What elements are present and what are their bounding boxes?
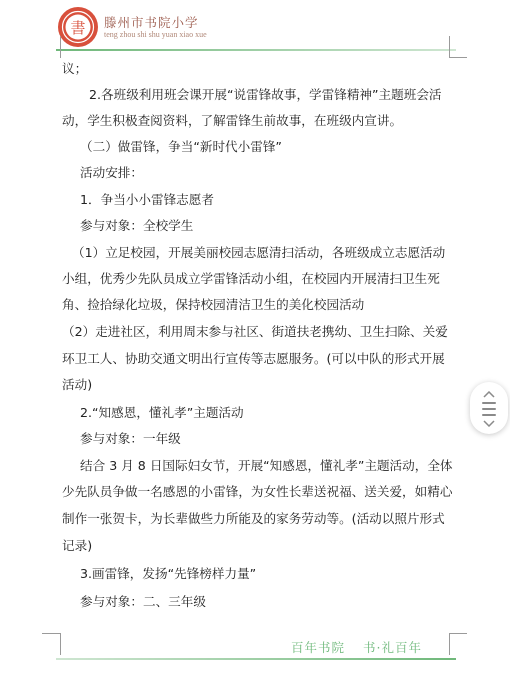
crop-mark-bottom-left-horizontal: [42, 633, 60, 634]
crop-mark-bottom-left-vertical: [60, 633, 61, 655]
paragraph-line: 动，学生积极查阅资料，了解雷锋生前故事，在班级内宣讲。: [62, 113, 403, 128]
activity-title: 1．争当小小雷锋志愿者: [80, 192, 214, 207]
school-name: 滕州市书院小学: [104, 15, 199, 30]
activity-title: 2.“知感恩，懂礼孝”主题活动: [80, 405, 244, 420]
crop-mark-top-right-vertical: [449, 36, 450, 58]
paragraph-line: 小组，优秀少先队员成立学雷锋活动小组，在校园内开展清扫卫生死: [62, 271, 440, 286]
paragraph-line: 角、捡拾绿化垃圾，保持校园清洁卫生的美化校园活动: [62, 297, 365, 312]
paragraph-line: （2）走进社区，利用周末参与社区、街道扶老携幼、卫生扫除、关爱: [62, 324, 448, 339]
paragraph-line: 2.各班级利用班会课开展“说雷锋故事，学雷锋精神”主题班会活: [89, 87, 442, 102]
paragraph-line: 少先队员争做一名感恩的小雷锋，为女性长辈送祝福、送关爱，如精心: [62, 484, 453, 499]
participants-line: 参与对象：二、三年级: [80, 594, 206, 609]
activity-title: 3.画雷锋，发扬“先锋榜样力量”: [80, 566, 257, 581]
chevron-up-icon: [483, 391, 495, 398]
crop-mark-bottom-right-horizontal: [449, 633, 467, 634]
drag-handle-icon[interactable]: [470, 382, 508, 434]
chevron-down-icon: [483, 420, 495, 427]
paragraph-line: 制作一张贺卡，为长辈做些力所能及的家务劳动等。(活动以照片形式: [62, 511, 445, 526]
paragraph-line: 环卫工人、协助交通文明出行宣传等志愿服务。(可以中队的形式开展: [62, 351, 445, 366]
paragraph-line: （1）立足校园，开展美丽校园志愿清扫活动，各班级成立志愿活动: [72, 245, 446, 260]
paragraph-line: 结合 3 月 8 日国际妇女节，开展“知感恩，懂礼孝”主题活动，全体: [80, 458, 453, 473]
school-pinyin: teng zhou shi shu yuan xiao xue: [104, 30, 207, 39]
participants-line: 参与对象：一年级: [80, 431, 181, 446]
school-seal-icon: [58, 7, 98, 47]
participants-line: 参与对象：全校学生: [80, 218, 194, 233]
crop-mark-top-right-horizontal: [449, 57, 467, 58]
section-heading: （二）做雷锋，争当“新时代小雷锋”: [80, 139, 282, 154]
footer-divider: [56, 658, 456, 660]
paragraph-line: 活动): [62, 377, 93, 392]
crop-mark-bottom-right-vertical: [449, 633, 450, 655]
paragraph-line: 活动安排：: [80, 165, 143, 180]
paragraph-line: 议；: [62, 61, 88, 76]
handle-bar: [482, 408, 496, 410]
handle-bar: [482, 402, 496, 404]
school-logo: [58, 7, 98, 47]
handle-bar: [482, 414, 496, 416]
logo-character: 書: [70, 19, 86, 37]
footer-motto-right: 书·礼百年: [363, 640, 422, 655]
paragraph-line: 记录): [62, 538, 93, 553]
crop-mark-top-left: [60, 36, 61, 58]
footer-motto-left: 百年书院: [291, 640, 346, 655]
header-divider: [56, 49, 456, 51]
